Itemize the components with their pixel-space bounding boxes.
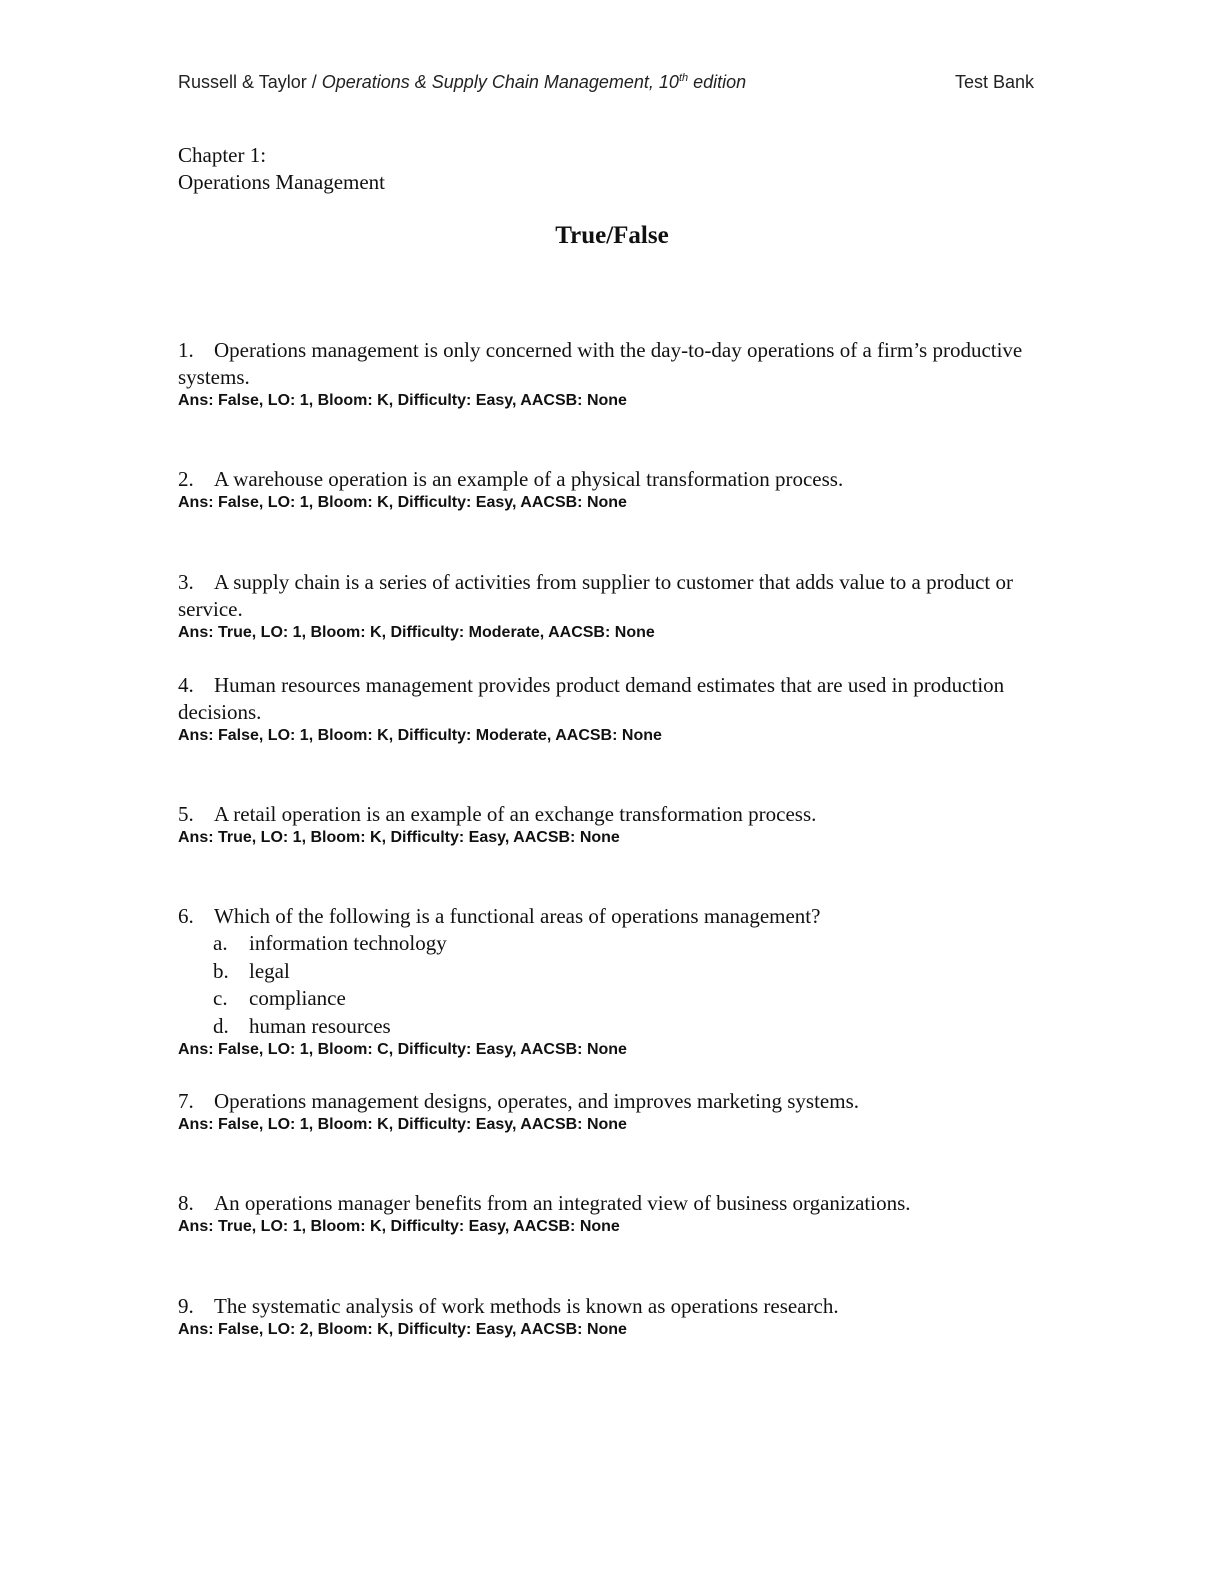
question-text (178, 903, 1038, 930)
header-test-bank: Test Bank (954, 72, 1034, 92)
chapter-heading (178, 142, 385, 196)
option-text: human resources (249, 1013, 391, 1038)
option-letter: d. (213, 1013, 229, 1038)
question-item (178, 801, 1038, 848)
question-number: 5. (178, 802, 194, 826)
question-item (178, 1190, 1038, 1237)
option-letter: a. (213, 931, 228, 955)
question-number: 2. (178, 467, 194, 491)
question-body: Operations management is only concerned with the day-to-day operations of a firm’s productive systems. (178, 338, 1023, 389)
header-edition-word: edition (688, 72, 747, 92)
question-item (178, 903, 1038, 1060)
answer-key: Ans: False, LO: 1, Bloom: K, Difficulty: Easy, AACSB: None (178, 1116, 627, 1133)
question-text (178, 1293, 1038, 1320)
question-number: 9. (178, 1294, 194, 1318)
question-body: A supply chain is a series of activities from supplier to customer that adds value to a product or service. (178, 570, 1013, 621)
question-body: The systematic analysis of work methods is known as operations research. (214, 1294, 839, 1318)
answer-key: Ans: False, LO: 1, Bloom: K, Difficulty: Easy, AACSB: None (178, 494, 627, 511)
question-text (178, 337, 1038, 391)
answer-options (178, 930, 1038, 1040)
answer-key: Ans: True, LO: 1, Bloom: K, Difficulty: Easy, AACSB: None (178, 829, 620, 846)
question-number: 3. (178, 570, 194, 594)
question-body: A warehouse operation is an example of a physical transformation process. (214, 467, 844, 491)
section-title: True/False (555, 222, 669, 249)
question-text (178, 569, 1038, 623)
question-text (178, 1190, 1038, 1217)
question-text (178, 1088, 1038, 1115)
option-text: legal (249, 958, 290, 983)
question-item (178, 1293, 1038, 1340)
question-number: 6. (178, 904, 194, 928)
question-body: Which of the following is a functional areas of operations management? (214, 904, 821, 928)
question-body: Human resources management provides product demand estimates that are used in production decisions. (178, 673, 1005, 724)
question-body: An operations manager benefits from an integrated view of business organizations. (214, 1191, 911, 1215)
answer-key: Ans: True, LO: 1, Bloom: K, Difficulty: Easy, AACSB: None (178, 1218, 620, 1235)
question-number: 4. (178, 673, 194, 697)
question-item (178, 672, 1038, 746)
question-item (178, 466, 1038, 513)
option-item (178, 985, 1038, 1013)
answer-key: Ans: False, LO: 1, Bloom: C, Difficulty: Easy, AACSB: None (178, 1041, 627, 1058)
question-item (178, 1088, 1038, 1135)
chapter-title: Operations Management (178, 170, 386, 194)
option-item (178, 1013, 1038, 1041)
question-number: 8. (178, 1191, 194, 1215)
header-book-title: Operations & Supply Chain Management, 10 (321, 72, 679, 92)
answer-key: Ans: False, LO: 2, Bloom: K, Difficulty: Easy, AACSB: None (178, 1321, 627, 1338)
question-body: A retail operation is an example of an exchange transformation process. (214, 802, 817, 826)
header-authors: Russell & Taylor / (178, 72, 322, 92)
question-text (178, 801, 1038, 828)
header-edition-sup: th (678, 72, 689, 84)
answer-key: Ans: False, LO: 1, Bloom: K, Difficulty: Easy, AACSB: None (178, 392, 627, 409)
question-number: 1. (178, 338, 194, 362)
option-item (178, 958, 1038, 986)
question-body: Operations management designs, operates, and improves marketing systems. (214, 1089, 860, 1113)
question-text (178, 672, 1038, 726)
chapter-number: Chapter 1: (178, 143, 267, 167)
question-item (178, 337, 1038, 411)
option-text: information technology (249, 931, 447, 955)
question-text (178, 466, 1038, 493)
answer-key: Ans: False, LO: 1, Bloom: K, Difficulty: Moderate, AACSB: None (178, 727, 662, 744)
answer-key: Ans: True, LO: 1, Bloom: K, Difficulty: Moderate, AACSB: None (178, 624, 655, 641)
option-text: compliance (249, 986, 346, 1010)
option-letter: b. (213, 958, 229, 983)
option-letter: c. (213, 986, 228, 1010)
header-citation (178, 72, 746, 93)
option-item (178, 930, 1038, 958)
question-number: 7. (178, 1089, 194, 1113)
page-header (178, 72, 1034, 96)
question-item (178, 569, 1038, 643)
